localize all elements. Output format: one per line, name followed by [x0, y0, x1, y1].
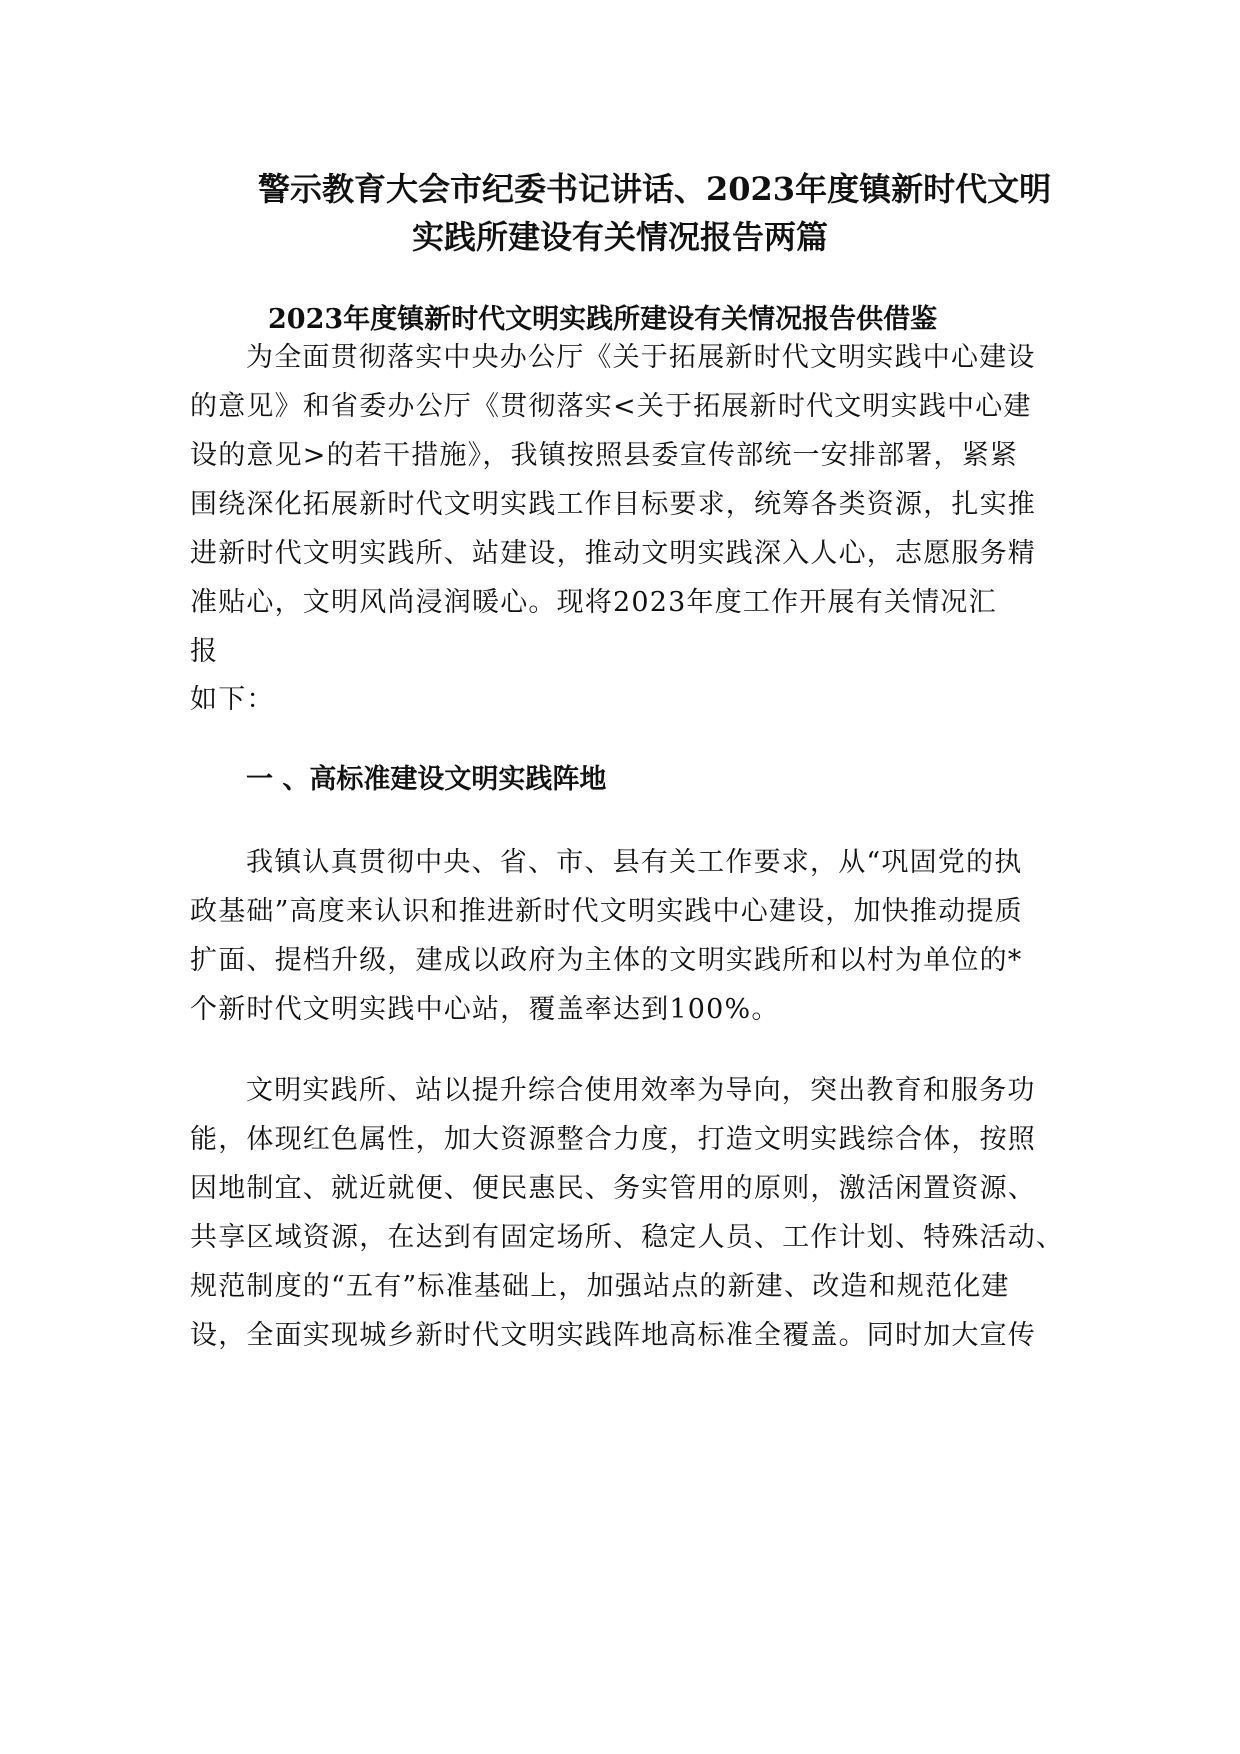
paragraph-1-line: 如下： — [190, 684, 275, 715]
paragraph-3-line: 因地制宜、就近就便、便民惠民、务实管用的原则，激活闲置资源、 — [190, 1173, 1036, 1204]
paragraph-1-line: 的意见》和省委办公厅《贯彻落实<关于拓展新时代文明实践中心建 — [190, 391, 1032, 422]
paragraph-1-line: 围绕深化拓展新时代文明实践工作目标要求，统筹各类资源，扎实推 — [190, 489, 1036, 520]
paragraph-2-line: 我镇认真贯彻中央、省、市、县有关工作要求，从“巩固党的执 — [246, 847, 1023, 878]
paragraph-1-line: 进新时代文明实践所、站建设，推动文明实践深入人心，志愿服务精 — [190, 538, 1036, 569]
paragraph-2-line: 政基础”高度来认识和推进新时代文明实践中心建设，加快推动提质 — [190, 896, 1023, 927]
document-title-line-2: 实践所建设有关情况报告两篇 — [412, 218, 829, 256]
paragraph-1-line: 准贴心，文明风尚浸润暖心。现将2023年度工作开展有关情况汇 — [190, 587, 997, 618]
section-heading-1: 一 、高标准建设文明实践阵地 — [246, 764, 607, 795]
paragraph-3-line: 文明实践所、站以提升综合使用效率为导向，突出教育和服务功 — [246, 1075, 1036, 1106]
paragraph-2-line: 个新时代文明实践中心站，覆盖率达到100%。 — [190, 994, 780, 1025]
paragraph-2-line: 扩面、提档升级，建成以政府为主体的文明实践所和以村为单位的* — [190, 945, 1023, 976]
paragraph-3-line: 能，体现红色属性，加大资源整合力度，打造文明实践综合体，按照 — [190, 1124, 1036, 1155]
paragraph-3-line: 设，全面实现城乡新时代文明实践阵地高标准全覆盖。同时加大宣传 — [190, 1320, 1036, 1351]
paragraph-1-line: 报 — [190, 636, 219, 667]
paragraph-1-line: 为全面贯彻落实中央办公厅《关于拓展新时代文明实践中心建设 — [246, 342, 1036, 373]
document-subtitle: 2023年度镇新时代文明实践所建设有关情况报告供借鉴 — [268, 304, 938, 335]
paragraph-3-line: 共享区域资源，在达到有固定场所、稳定人员、工作计划、特殊活动、 — [190, 1222, 1065, 1253]
paragraph-1-line: 设的意见>的若干措施》，我镇按照县委宣传部统一安排部署，紧紧 — [190, 440, 1019, 471]
paragraph-3-line: 规范制度的“五有”标准基础上，加强站点的新建、改造和规范化建 — [190, 1271, 1010, 1302]
document-title-line-1: 警示教育大会市纪委书记讲话、2023年度镇新时代文明 — [258, 170, 1052, 208]
